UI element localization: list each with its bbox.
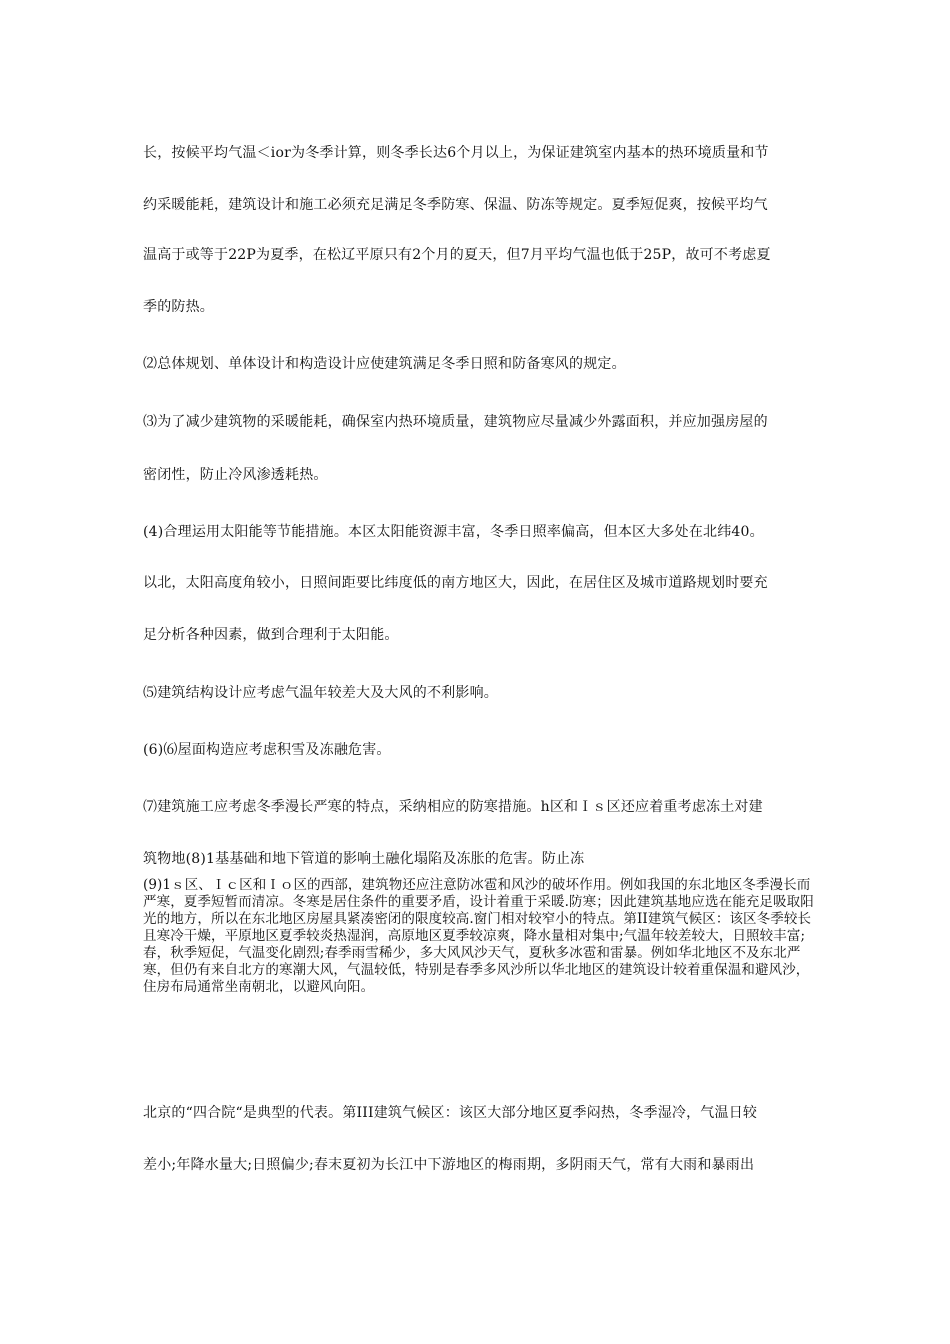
text-line: 足分析各种因素，做到合理利于太阳能。 <box>143 627 399 643</box>
text-line: ⑸建筑结构设计应考虑气温年较差大及大风的不利影响。 <box>143 685 498 701</box>
text-line: 温高于或等于22P为夏季，在松辽平原只有2个月的夏天，但7月平均气温也低于25P，故可不考虑夏 <box>143 247 771 263</box>
text-paragraph: (9)1ｓ区、Ｉｃ区和Ｉｏ区的西部，建筑物还应注意防冰雹和风沙的破坏作用。例如我国的东北地区冬季漫长而严寒，夏季短暂而清凉。冬寒是居住条件的重要矛盾，设计着重于采暖.防寒；因此建筑基地应选在能充足吸取阳光的地方，所以在东北地区房屋具紧凑密闭的限度较高.窗门相对较窄小的特点。第II建筑气候区：该区冬季较长且寒冷干燥，平原地区夏季较炎热湿润，高原地区夏季较凉爽，降水量相对集中;气温年较差较大，日照较丰富;春，秋季短促，气温变化剧烈;春季雨雪稀少，多大风风沙天气，夏秋多冰雹和雷暴。例如华北地区不及东北严寒，但仍有来自北方的寒潮大风，气温较低，特别是春季多风沙所以华北地区的建筑设计较着重保温和避风沙，住房布局通常坐南朝北，以避风向阳。 <box>143 877 814 995</box>
text-line: 约采暖能耗，建筑设计和施工必须充足满足冬季防寒、保温、防冻等规定。夏季短促爽，按候平均气 <box>143 197 768 213</box>
text-line: 密闭性，防止冷风渗透耗热。 <box>143 467 328 483</box>
text-line: ⑺建筑施工应考虑冬季漫长严寒的特点，采纳相应的防寒措施。h区和Ｉｓ区还应着重考虑冻土对建 <box>143 799 763 815</box>
text-line: ⑶为了减少建筑物的采暖能耗，确保室内热环境质量，建筑物应尽量减少外露面积，并应加强房屋的 <box>143 414 768 430</box>
text-line: 筑物地(8)1基基础和地下管道的影响土融化塌陷及冻胀的危害。防止冻 <box>143 851 585 867</box>
text-line: 长，按候平均气温＜ior为冬季计算，则冬季长达6个月以上，为保证建筑室内基本的热环境质量和节 <box>143 145 769 161</box>
text-line: ⑵总体规划、单体设计和构造设计应使建筑满足冬季日照和防备寒风的规定。 <box>143 356 626 372</box>
text-line: 差小;年降水量大;日照偏少;春末夏初为长江中下游地区的梅雨期，多阴雨天气，常有大雨和暴雨出 <box>143 1157 755 1173</box>
text-line: 季的防热。 <box>143 299 214 315</box>
text-line: 以北，太阳高度角较小，日照间距要比纬度低的南方地区大，因此，在居住区及城市道路规划时要充 <box>143 575 768 591</box>
text-line: (6)⑹屋面构造应考虑积雪及冻融危害。 <box>143 742 391 758</box>
text-line: 北京的“四合院“是典型的代表。第III建筑气候区：该区大部分地区夏季闷热，冬季湿冷，气温日较 <box>143 1105 758 1121</box>
text-line: (4)合理运用太阳能等节能措施。本区太阳能资源丰富，冬季日照率偏高，但本区大多处在北纬40。 <box>143 524 764 540</box>
